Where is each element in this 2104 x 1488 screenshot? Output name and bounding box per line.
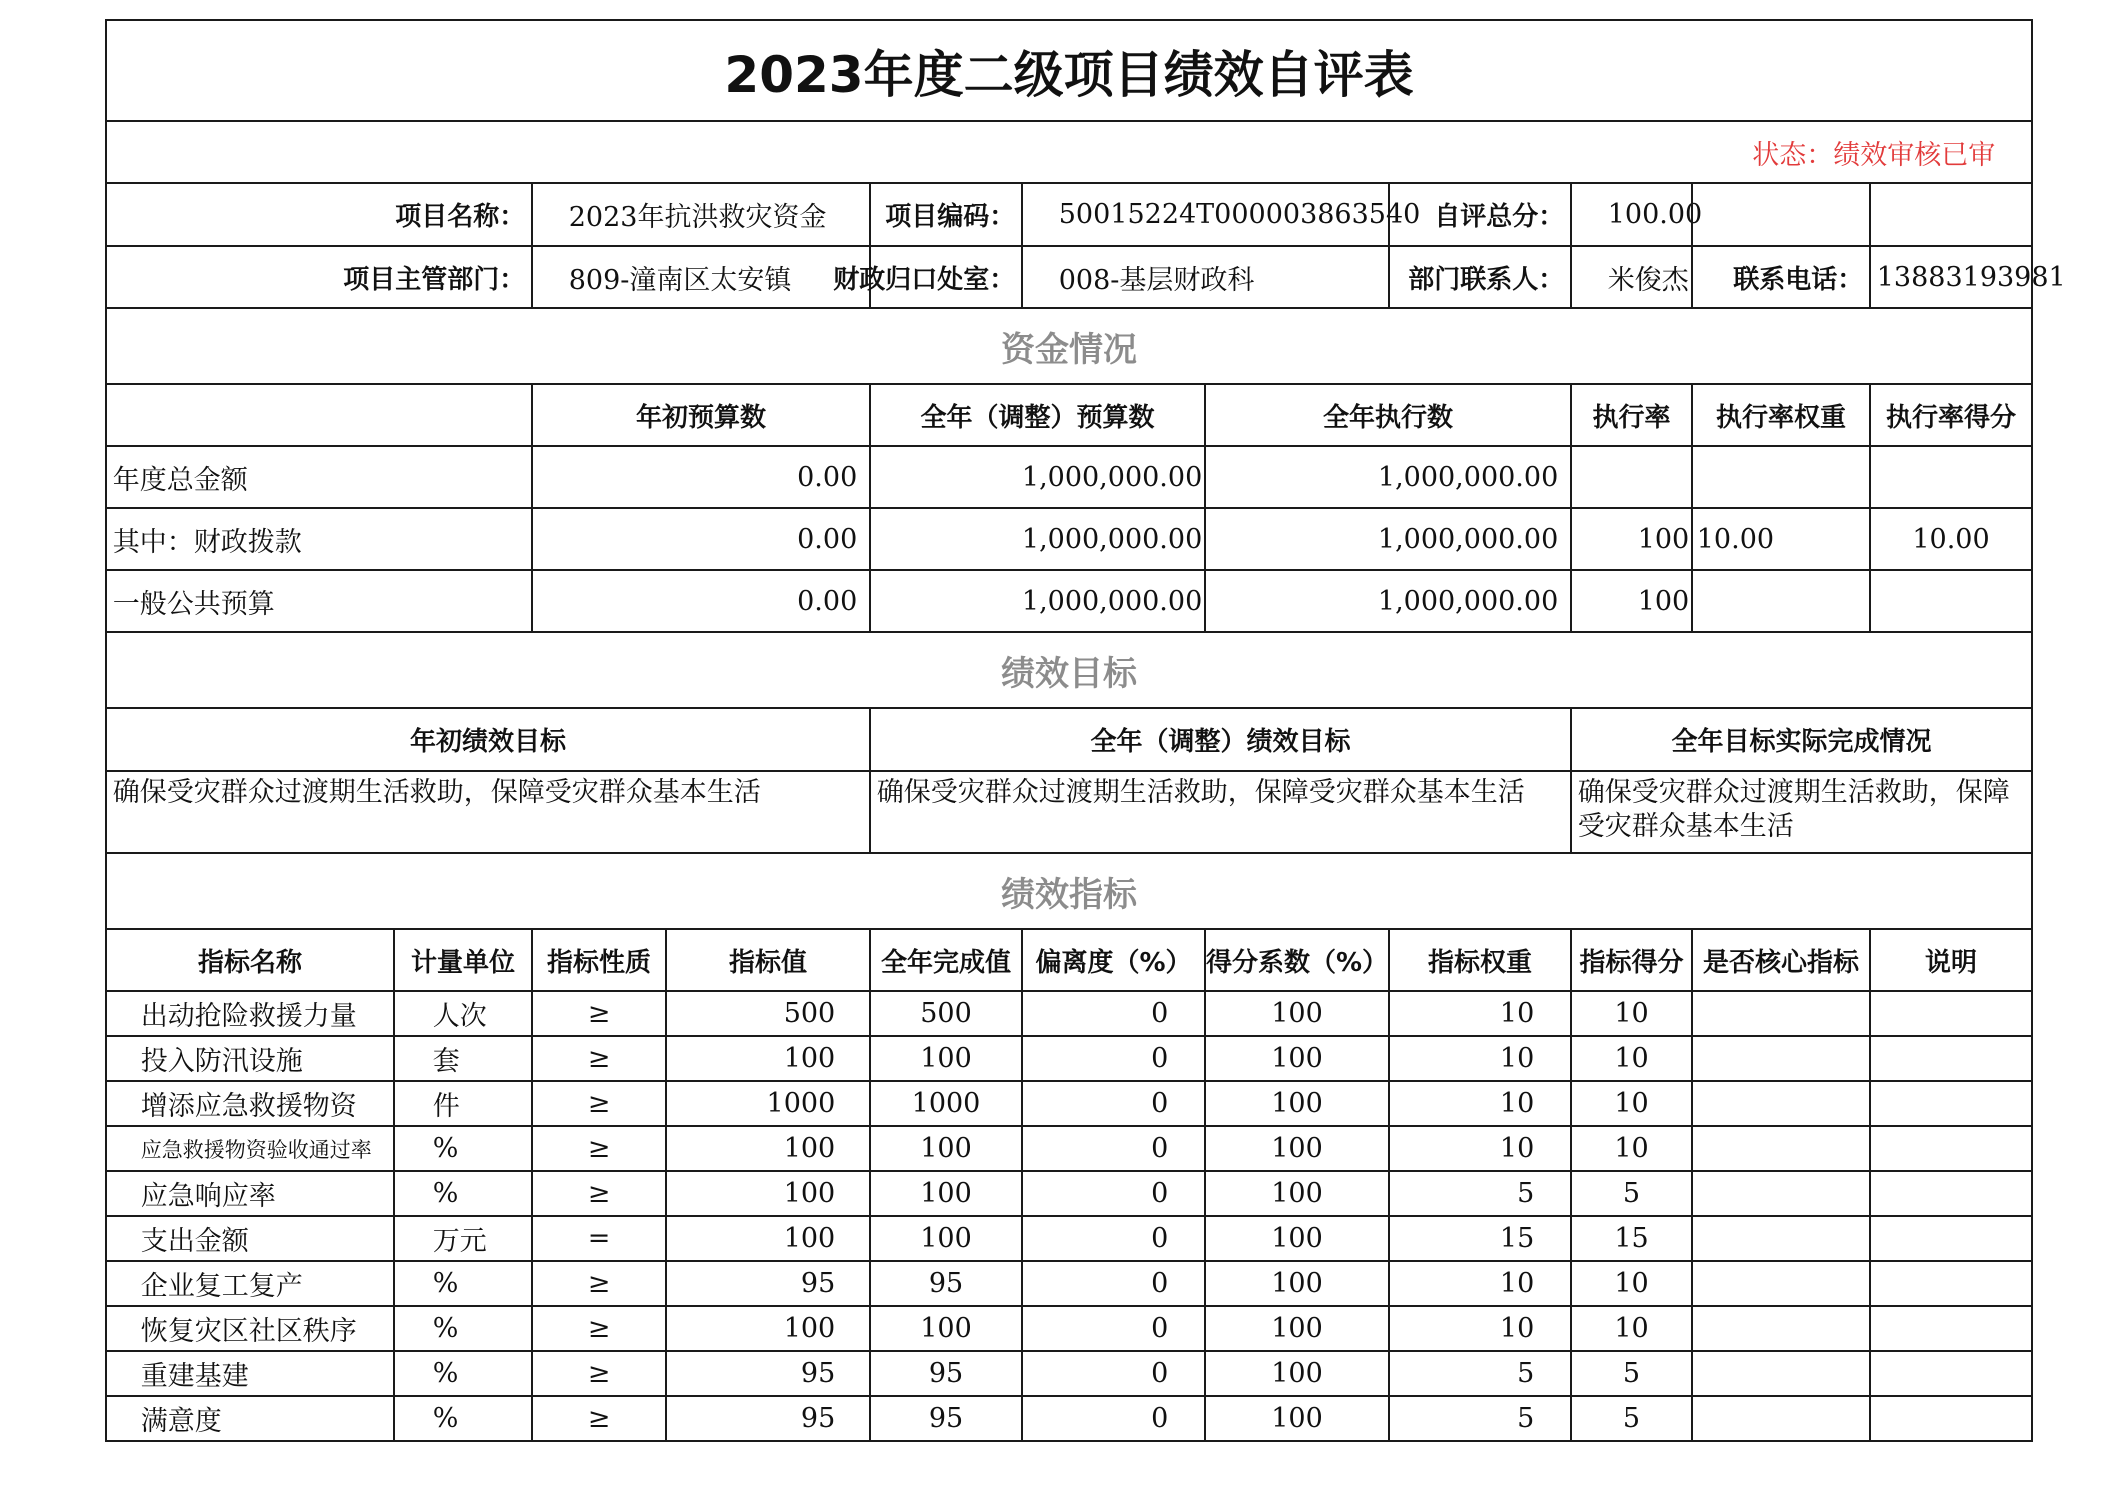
indicator-weight: 10	[1388, 1125, 1573, 1173]
funds-column-header: 执行率得分	[1869, 383, 2034, 448]
indicator-weight: 10	[1388, 1305, 1573, 1353]
indicator-nature: ≥	[531, 1080, 668, 1128]
funds-rate-weight	[1691, 569, 1872, 634]
indicator-core-flag	[1691, 1305, 1872, 1353]
indicator-note	[1869, 1035, 2034, 1083]
goals-column-header: 全年目标实际完成情况	[1570, 707, 2034, 773]
funds-rate-score: 10.00	[1869, 507, 2034, 572]
indicator-name: 满意度	[105, 1395, 396, 1443]
indicator-coefficient: 100	[1204, 1215, 1391, 1263]
indicator-name: 应急响应率	[105, 1170, 396, 1218]
indicator-score: 15	[1570, 1215, 1694, 1263]
indicator-actual: 95	[869, 1350, 1024, 1398]
funds-column-header: 执行率权重	[1691, 383, 1872, 448]
indicator-score: 10	[1570, 1305, 1694, 1353]
page-title: 2023年度二级项目绩效自评表	[105, 19, 2034, 123]
indicator-coefficient: 100	[1204, 1035, 1391, 1083]
indicator-column-header: 指标得分	[1570, 928, 1694, 993]
project-name-value: 2023年抗洪救灾资金	[531, 182, 872, 248]
indicator-weight: 5	[1388, 1350, 1573, 1398]
total-score-label: 自评总分：	[1388, 182, 1573, 248]
indicator-deviation: 0	[1021, 990, 1207, 1038]
indicator-score: 10	[1570, 1035, 1694, 1083]
funds-row-name: 其中：财政拨款	[105, 507, 534, 572]
funds-column-header: 全年执行数	[1204, 383, 1573, 448]
indicator-actual: 100	[869, 1125, 1024, 1173]
indicator-nature: ≥	[531, 990, 668, 1038]
indicator-deviation: 0	[1021, 1305, 1207, 1353]
indicator-name: 恢复灾区社区秩序	[105, 1305, 396, 1353]
indicator-target: 100	[665, 1170, 872, 1218]
indicator-core-flag	[1691, 1170, 1872, 1218]
indicator-note	[1869, 1305, 2034, 1353]
indicator-deviation: 0	[1021, 1170, 1207, 1218]
indicator-deviation: 0	[1021, 1260, 1207, 1308]
indicator-unit: 套	[393, 1035, 534, 1083]
indicator-core-flag	[1691, 1260, 1872, 1308]
empty-cell	[1691, 182, 1872, 248]
funds-executed: 1,000,000.00	[1204, 507, 1573, 572]
project-code-label: 项目编码：	[869, 182, 1024, 248]
section-title-indicators: 绩效指标	[105, 852, 2034, 931]
goals-column-header: 年初绩效目标	[105, 707, 872, 773]
indicator-score: 5	[1570, 1170, 1694, 1218]
indicator-name: 投入防汛设施	[105, 1035, 396, 1083]
indicator-actual: 100	[869, 1035, 1024, 1083]
indicator-score: 10	[1570, 1260, 1694, 1308]
indicator-column-header: 偏离度（%）	[1021, 928, 1207, 993]
indicator-coefficient: 100	[1204, 1260, 1391, 1308]
indicator-core-flag	[1691, 1215, 1872, 1263]
indicator-score: 5	[1570, 1350, 1694, 1398]
indicator-unit: %	[393, 1395, 534, 1443]
indicator-actual: 95	[869, 1260, 1024, 1308]
goal-text: 确保受灾群众过渡期生活救助，保障受灾群众基本生活	[869, 770, 1573, 855]
goals-column-header: 全年（调整）绩效目标	[869, 707, 1573, 773]
goal-text: 确保受灾群众过渡期生活救助，保障受灾群众基本生活	[105, 770, 872, 855]
indicator-column-header: 指标性质	[531, 928, 668, 993]
indicator-note	[1869, 1395, 2034, 1443]
project-name-label: 项目名称：	[105, 182, 534, 248]
indicator-note	[1869, 990, 2034, 1038]
indicator-unit: %	[393, 1350, 534, 1398]
indicator-deviation: 0	[1021, 1080, 1207, 1128]
indicator-deviation: 0	[1021, 1350, 1207, 1398]
contact-value: 米俊杰	[1570, 245, 1694, 310]
indicator-core-flag	[1691, 990, 1872, 1038]
indicator-column-header: 得分系数（%）	[1204, 928, 1391, 993]
indicator-unit: %	[393, 1260, 534, 1308]
department-value: 809-潼南区太安镇	[531, 245, 872, 310]
indicator-name: 出动抢险救援力量	[105, 990, 396, 1038]
funds-execution-rate: 100	[1570, 507, 1694, 572]
funds-adjusted-budget: 1,000,000.00	[869, 507, 1207, 572]
finance-office-label: 财政归口处室：	[869, 245, 1024, 310]
indicator-unit: %	[393, 1125, 534, 1173]
phone-value: 13883193981	[1869, 245, 2034, 310]
status-badge: 状态：绩效审核已审	[105, 120, 2034, 185]
indicator-note	[1869, 1350, 2034, 1398]
indicator-deviation: 0	[1021, 1395, 1207, 1443]
indicator-unit: %	[393, 1305, 534, 1353]
indicator-actual: 100	[869, 1170, 1024, 1218]
indicator-actual: 100	[869, 1215, 1024, 1263]
indicator-coefficient: 100	[1204, 990, 1391, 1038]
section-title-funds: 资金情况	[105, 307, 2034, 386]
indicator-name: 重建基建	[105, 1350, 396, 1398]
indicator-nature: ≥	[531, 1350, 668, 1398]
section-title-goals: 绩效目标	[105, 631, 2034, 710]
indicator-nature: ≥	[531, 1170, 668, 1218]
indicator-actual: 95	[869, 1395, 1024, 1443]
finance-office-value: 008-基层财政科	[1021, 245, 1391, 310]
indicator-column-header: 指标值	[665, 928, 872, 993]
project-code-value: 50015224T000003863540	[1021, 182, 1391, 248]
funds-execution-rate: 100	[1570, 569, 1694, 634]
indicator-column-header: 全年完成值	[869, 928, 1024, 993]
indicator-coefficient: 100	[1204, 1395, 1391, 1443]
funds-rate-score	[1869, 445, 2034, 510]
indicator-note	[1869, 1170, 2034, 1218]
funds-initial-budget: 0.00	[531, 445, 872, 510]
indicator-actual: 500	[869, 990, 1024, 1038]
indicator-nature: ≥	[531, 1260, 668, 1308]
indicator-actual: 1000	[869, 1080, 1024, 1128]
indicator-nature: ≥	[531, 1395, 668, 1443]
indicator-nature: ≥	[531, 1305, 668, 1353]
indicator-name: 支出金额	[105, 1215, 396, 1263]
indicator-core-flag	[1691, 1350, 1872, 1398]
funds-row-name: 一般公共预算	[105, 569, 534, 634]
indicator-target: 100	[665, 1215, 872, 1263]
goal-text: 确保受灾群众过渡期生活救助，保障受灾群众基本生活	[1570, 770, 2034, 855]
indicator-coefficient: 100	[1204, 1170, 1391, 1218]
funds-executed: 1,000,000.00	[1204, 445, 1573, 510]
funds-rate-weight	[1691, 445, 1872, 510]
indicator-core-flag	[1691, 1125, 1872, 1173]
funds-executed: 1,000,000.00	[1204, 569, 1573, 634]
indicator-note	[1869, 1260, 2034, 1308]
indicator-unit: 件	[393, 1080, 534, 1128]
funds-adjusted-budget: 1,000,000.00	[869, 445, 1207, 510]
funds-column-header: 全年（调整）预算数	[869, 383, 1207, 448]
funds-column-header: 执行率	[1570, 383, 1694, 448]
indicator-note	[1869, 1215, 2034, 1263]
indicator-nature: ≥	[531, 1125, 668, 1173]
indicator-weight: 10	[1388, 990, 1573, 1038]
indicator-weight: 15	[1388, 1215, 1573, 1263]
indicator-core-flag	[1691, 1080, 1872, 1128]
indicator-target: 1000	[665, 1080, 872, 1128]
indicator-weight: 10	[1388, 1080, 1573, 1128]
indicator-score: 5	[1570, 1395, 1694, 1443]
indicator-coefficient: 100	[1204, 1080, 1391, 1128]
indicator-core-flag	[1691, 1035, 1872, 1083]
contact-label: 部门联系人：	[1388, 245, 1573, 310]
indicator-weight: 10	[1388, 1035, 1573, 1083]
indicator-unit: 人次	[393, 990, 534, 1038]
indicator-score: 10	[1570, 1080, 1694, 1128]
funds-adjusted-budget: 1,000,000.00	[869, 569, 1207, 634]
indicator-target: 100	[665, 1035, 872, 1083]
indicator-deviation: 0	[1021, 1215, 1207, 1263]
funds-execution-rate	[1570, 445, 1694, 510]
funds-row-name: 年度总金额	[105, 445, 534, 510]
funds-initial-budget: 0.00	[531, 569, 872, 634]
indicator-target: 95	[665, 1350, 872, 1398]
indicator-nature: ≥	[531, 1035, 668, 1083]
total-score-value: 100.00	[1570, 182, 1694, 248]
indicator-name: 应急救援物资验收通过率	[105, 1125, 396, 1173]
indicator-column-header: 指标权重	[1388, 928, 1573, 993]
indicator-column-header: 说明	[1869, 928, 2034, 993]
funds-initial-budget: 0.00	[531, 507, 872, 572]
indicator-column-header: 计量单位	[393, 928, 534, 993]
indicator-coefficient: 100	[1204, 1125, 1391, 1173]
indicator-target: 500	[665, 990, 872, 1038]
indicator-deviation: 0	[1021, 1125, 1207, 1173]
indicator-unit: 万元	[393, 1215, 534, 1263]
indicator-unit: %	[393, 1170, 534, 1218]
indicator-deviation: 0	[1021, 1035, 1207, 1083]
funds-rate-weight: 10.00	[1691, 507, 1872, 572]
empty-cell	[105, 383, 534, 448]
phone-label: 联系电话：	[1691, 245, 1872, 310]
indicator-target: 95	[665, 1395, 872, 1443]
indicator-nature: =	[531, 1215, 668, 1263]
indicator-coefficient: 100	[1204, 1350, 1391, 1398]
indicator-score: 10	[1570, 990, 1694, 1038]
indicator-core-flag	[1691, 1395, 1872, 1443]
indicator-target: 100	[665, 1305, 872, 1353]
indicator-column-header: 是否核心指标	[1691, 928, 1872, 993]
indicator-column-header: 指标名称	[105, 928, 396, 993]
indicator-score: 10	[1570, 1125, 1694, 1173]
indicator-target: 100	[665, 1125, 872, 1173]
indicator-name: 增添应急救援物资	[105, 1080, 396, 1128]
indicator-note	[1869, 1080, 2034, 1128]
empty-cell	[1869, 182, 2034, 248]
funds-column-header: 年初预算数	[531, 383, 872, 448]
indicator-note	[1869, 1125, 2034, 1173]
indicator-weight: 5	[1388, 1395, 1573, 1443]
indicator-coefficient: 100	[1204, 1305, 1391, 1353]
indicator-weight: 10	[1388, 1260, 1573, 1308]
indicator-name: 企业复工复产	[105, 1260, 396, 1308]
department-label: 项目主管部门：	[105, 245, 534, 310]
indicator-weight: 5	[1388, 1170, 1573, 1218]
indicator-target: 95	[665, 1260, 872, 1308]
funds-rate-score	[1869, 569, 2034, 634]
indicator-actual: 100	[869, 1305, 1024, 1353]
